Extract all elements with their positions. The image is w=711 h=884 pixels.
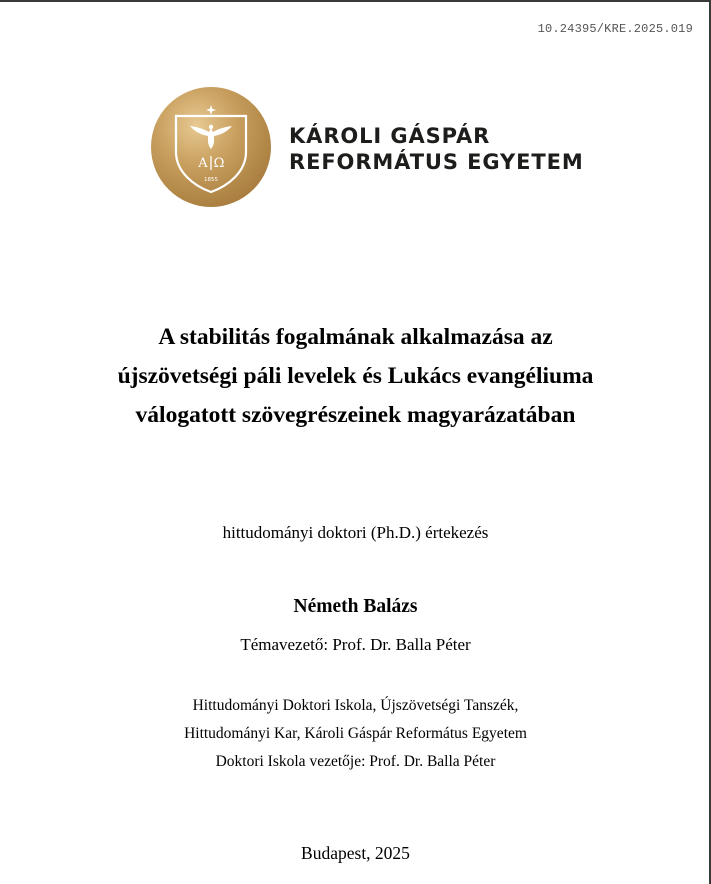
dissertation-title: [0, 318, 711, 435]
university-name: [289, 123, 584, 175]
doi-identifier: 10.24395/KRE.2025.019: [537, 22, 693, 36]
title-line2: újszövetségi páli levelek és Lukács evangéliuma: [117, 363, 594, 389]
place-and-date: Budapest, 2025: [301, 843, 410, 863]
institution-line2: Hittudományi Kar, Károli Gáspár Református Egyetem: [184, 725, 527, 742]
university-seal-logo: [150, 86, 272, 208]
page-border-top: [0, 0, 711, 2]
omega-letter: Ω: [213, 156, 225, 171]
title-line1: A stabilitás fogalmának alkalmazása az: [158, 324, 553, 350]
alpha-letter: Α: [198, 156, 208, 171]
author-name: Németh Balázs: [293, 596, 418, 617]
institution-line1: Hittudományi Doktori Iskola, Újszövetségi Tanszék,: [192, 697, 519, 714]
supervisor: Témavezető: Prof. Dr. Balla Péter: [240, 635, 471, 654]
university-name-line2: REFORMÁTUS EGYETEM: [289, 150, 584, 174]
founding-year: 1855: [204, 177, 218, 183]
institution-line3: Doktori Iskola vezetője: Prof. Dr. Balla Péter: [215, 753, 496, 770]
title-line3: válogatott szövegrészeinek magyarázatában: [135, 402, 576, 428]
university-name-line1: KÁROLI GÁSPÁR: [289, 124, 491, 148]
degree-type: hittudományi doktori (Ph.D.) értekezés: [222, 523, 489, 542]
